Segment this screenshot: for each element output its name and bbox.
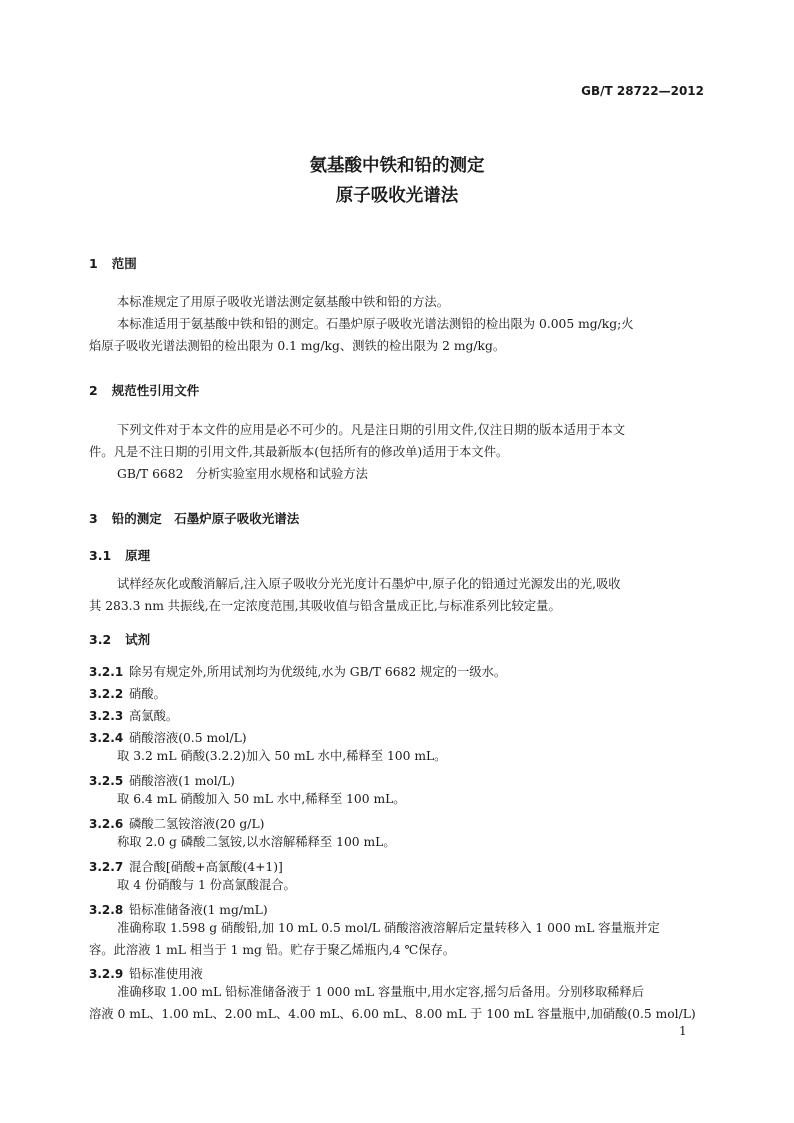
- clause-number: 3.2.4: [89, 731, 124, 745]
- clause-number: 3.2.3: [89, 709, 124, 723]
- clause-body: 溶液 0 mL、1.00 mL、2.00 mL、4.00 mL、6.00 mL、8.00 mL 于 100 mL 容量瓶中,加硝酸(0.5 mol/L): [89, 1007, 696, 1021]
- subsection-3-2-heading: [89, 630, 150, 648]
- paragraph: 焰原子吸收光谱法测铅的检出限为 0.1 mg/kg、测铁的检出限为 2 mg/kg。: [89, 339, 506, 353]
- clause-text: 硝酸溶液(0.5 mol/L): [129, 731, 247, 745]
- clause-3-2-9: [89, 964, 203, 982]
- subsection-number: 3.2: [89, 632, 112, 647]
- section-title: 规范性引用文件: [111, 383, 200, 398]
- section-number: 1: [89, 256, 98, 271]
- subsection-number: 3.1: [89, 548, 112, 563]
- clause-text: 铅标准储备液(1 mg/mL): [129, 903, 268, 917]
- clause-text: 磷酸二氢铵溶液(20 g/L): [129, 817, 265, 831]
- paragraph: 其 283.3 nm 共振线,在一定浓度范围,其吸收值与铅含量成正比,与标准系列比较定量。: [89, 599, 561, 613]
- normative-reference: GB/T 6682 分析实验室用水规格和试验方法: [117, 467, 368, 481]
- clause-body: 称取 2.0 g 磷酸二氢铵,以水溶解稀释至 100 mL。: [117, 835, 396, 849]
- clause-body: 取 6.4 mL 硝酸加入 50 mL 水中,稀释至 100 mL。: [117, 792, 406, 806]
- standard-code: GB/T 28722—2012: [581, 84, 704, 98]
- clause-text: 混合酸[硝酸+高氯酸(4+1)]: [129, 860, 283, 874]
- section-2-heading: [89, 381, 199, 399]
- clause-body: 准确移取 1.00 mL 铅标准储备液于 1 000 mL 容量瓶中,用水定容,摇匀后备用。分别移取稀释后: [117, 985, 645, 999]
- clause-text: 硝酸。: [129, 687, 166, 701]
- section-1-heading: [89, 254, 137, 272]
- clause-body: 准确称取 1.598 g 硝酸铅,加 10 mL 0.5 mol/L 硝酸溶液溶解后定量转移入 1 000 mL 容量瓶并定: [117, 921, 660, 935]
- subsection-title: 试剂: [125, 632, 151, 647]
- subsection-title: 原理: [125, 548, 151, 563]
- clause-3-2-1: [89, 662, 506, 680]
- section-title: 铅的测定 石墨炉原子吸收光谱法: [111, 511, 300, 526]
- clause-3-2-2: [89, 684, 166, 702]
- paragraph: 件。凡是不注日期的引用文件,其最新版本(包括所有的修改单)适用于本文件。: [89, 445, 509, 459]
- clause-number: 3.2.1: [89, 665, 124, 679]
- clause-body: 取 3.2 mL 硝酸(3.2.2)加入 50 mL 水中,稀释至 100 mL。: [117, 749, 447, 763]
- clause-number: 3.2.6: [89, 817, 124, 831]
- clause-3-2-7: [89, 857, 283, 875]
- section-title: 范围: [111, 256, 137, 271]
- section-number: 2: [89, 383, 98, 398]
- clause-text: 除另有规定外,所用试剂均为优级纯,水为 GB/T 6682 规定的一级水。: [129, 665, 507, 679]
- clause-3-2-5: [89, 771, 235, 789]
- section-number: 3: [89, 511, 98, 526]
- clause-text: 铅标准使用液: [129, 967, 203, 981]
- clause-text: 高氯酸。: [129, 709, 179, 723]
- document-title-line2: 原子吸收光谱法: [335, 186, 459, 206]
- paragraph: 本标准适用于氨基酸中铁和铅的测定。石墨炉原子吸收光谱法测铅的检出限为 0.005 mg/kg;火: [117, 317, 634, 331]
- clause-number: 3.2.8: [89, 903, 124, 917]
- clause-body: 取 4 份硝酸与 1 份高氯酸混合。: [117, 878, 296, 892]
- clause-body: 容。此溶液 1 mL 相当于 1 mg 铅。贮存于聚乙烯瓶内,4 ℃保存。: [89, 943, 456, 957]
- section-3-heading: [89, 509, 299, 527]
- subsection-3-1-heading: [89, 546, 150, 564]
- clause-number: 3.2.9: [89, 967, 124, 981]
- clause-3-2-8: [89, 900, 268, 918]
- document-title-line1: 氨基酸中铁和铅的测定: [309, 156, 485, 176]
- page-number: 1: [679, 1024, 687, 1038]
- paragraph: 下列文件对于本文件的应用是必不可少的。凡是注日期的引用文件,仅注日期的版本适用于本文: [117, 423, 626, 437]
- clause-number: 3.2.7: [89, 860, 124, 874]
- clause-3-2-3: [89, 706, 178, 724]
- clause-number: 3.2.5: [89, 774, 124, 788]
- paragraph: 试样经灰化或酸消解后,注入原子吸收分光光度计石墨炉中,原子化的铅通过光源发出的光,吸收: [117, 577, 621, 591]
- clause-3-2-4: [89, 728, 247, 746]
- clause-text: 硝酸溶液(1 mol/L): [129, 774, 235, 788]
- clause-3-2-6: [89, 814, 264, 832]
- paragraph: 本标准规定了用原子吸收光谱法测定氨基酸中铁和铅的方法。: [117, 295, 450, 309]
- clause-number: 3.2.2: [89, 687, 124, 701]
